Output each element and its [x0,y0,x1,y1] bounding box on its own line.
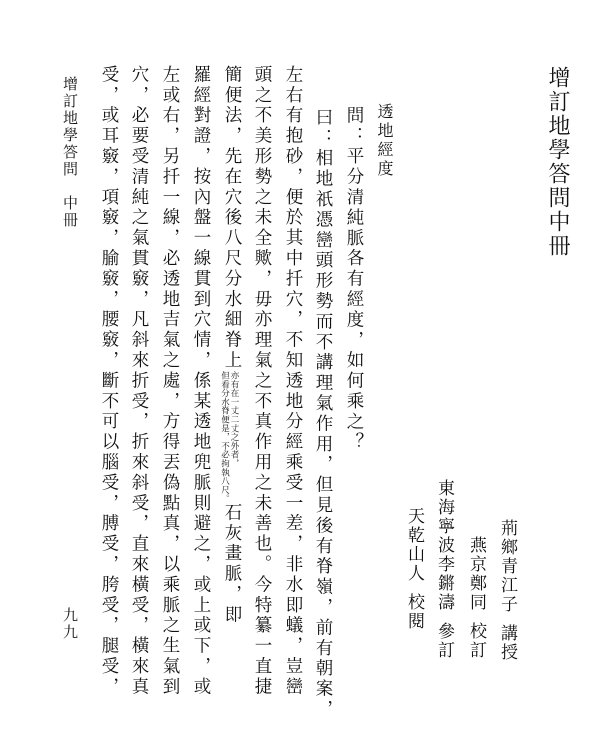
inline-note [219,371,238,503]
inline-note-col: 亦有在一丈二丈之外者， [229,371,239,468]
credit-name: 燕京鄭同 [466,536,486,612]
answer-line: 穴，必要受清純之氣貫竅，凡斜來折受，折來斜受，直來橫受，橫來真 [129,65,149,698]
credit-name: 天乾山人 [404,507,424,583]
credit-line [467,536,484,660]
credit-name: 荊鄉青江子 [497,519,517,614]
question-line: 問：平分清純脈各有經度，如何乘之？ [344,106,364,453]
answer-line: 左或右，另扦一線，必透地吉氣之處，方得丟偽點真，以乘脈之生氣到 [160,65,180,698]
running-title: 增訂地學答問中冊 [545,66,570,258]
answer-line: 頭之不美形勢之未全歟，毋亦理氣之不真作用之未善也。今特纂一直捷 [252,65,272,698]
credit-role: 講授 [497,624,517,662]
page-number: 九九 [61,607,79,641]
answer-line: 受，或耳竅，項竅，腧竅，腰竅，斷不可以腦受，膊受，胯受，腿受， [99,65,119,698]
answer-line: 曰：相地祇憑巒頭形勢而不講理氣作用，但見後有脊嶺，前有朝案， [313,108,333,720]
credit-role: 校閱 [404,593,424,631]
answer-line: 左右有抱砂，便於其中扦穴，不知透地分經乘受一差，非水即蟻，豈巒 [283,65,303,698]
section-title: 透地經度 [375,103,394,179]
answer-line: 羅經對證，按內盤一線貫到穴情，係某透地兜脈則避之，或上或下，或 [191,65,211,698]
credit-role: 參訂 [434,622,454,660]
answer-text: 石灰畫脈，即 [222,503,242,626]
credit-line [498,519,515,662]
answer-line-with-note [217,65,240,625]
credit-role: 校訂 [466,622,486,660]
margin-title: 增訂地學答問 中冊 [61,76,79,229]
credit-line [435,479,452,660]
credit-name: 東海寧波李鏘濤 [434,479,454,612]
inline-note-col: 但看分水脊便是，不必拘執八尺。 [219,371,230,503]
credit-line [405,507,422,631]
answer-text: 簡便法，先在穴後八尺分水細脊上 [222,65,242,371]
